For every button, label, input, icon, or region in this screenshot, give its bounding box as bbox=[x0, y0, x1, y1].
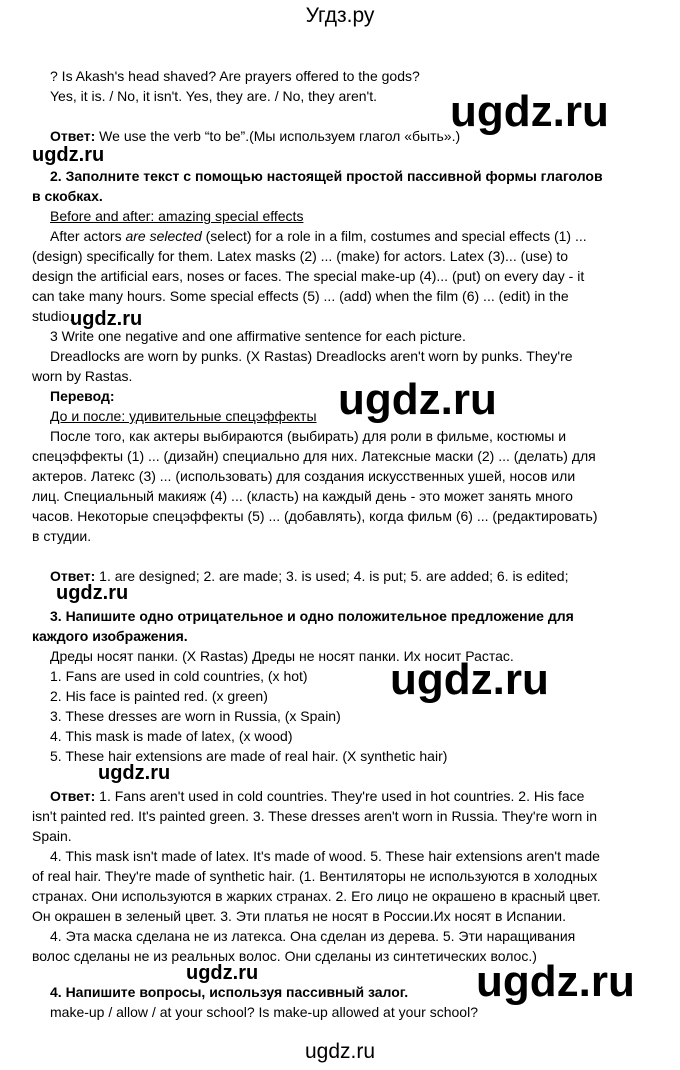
translation-line: часов. Некоторые спецэффекты (5) ... (добавлять), когда фильм (6) ... (редактировать) bbox=[32, 508, 598, 524]
italic-example: are selected bbox=[125, 228, 202, 244]
task2-paragraph-start: After actors are selected (select) for a role in a film, costumes and special effects (1) ... bbox=[50, 228, 587, 244]
answer-label: Ответ: bbox=[50, 568, 96, 584]
task3-answer-line: 4. This mask isn't made of latex. It's made of wood. 5. These hair extensions aren't made bbox=[50, 848, 600, 864]
task3-item: 2. His face is painted red. (x green) bbox=[50, 688, 268, 704]
task3-title-line1: 3. Напишите одно отрицательное и одно положительное предложение для bbox=[50, 608, 574, 624]
ex3-line1: 3 Write one negative and one affirmative sentence for each picture. bbox=[50, 328, 466, 344]
task2-line: (design) specifically for them. Latex masks (2) ... (make) for actors. Latex (3)... (use) to bbox=[32, 248, 569, 264]
site-footer: ugdz.ru bbox=[304, 1040, 376, 1063]
task4-title: 4. Напишите вопросы, используя пассивный залог. bbox=[50, 984, 409, 1000]
intro-answer bbox=[50, 126, 460, 146]
translation-line: лиц. Специальный макияж (4) ... (класть) на каждый день - это может занять много bbox=[32, 488, 573, 504]
translation-label: Перевод: bbox=[50, 388, 115, 404]
watermark-small: ugdz.ru bbox=[56, 582, 129, 604]
task3-answer-line: волос сделаны не из реальных волос. Они сделаны из синтетических волос.) bbox=[32, 948, 537, 964]
task3-answer-line: of real hair. They're made of synthetic hair. (1. Вентиляторы не используются в холодных bbox=[32, 868, 598, 884]
task2-heading: Before and after: amazing special effects bbox=[50, 208, 304, 224]
task2-line: design the artificial ears, noses or faces. The special make-up (4)... (put) on every day - it bbox=[32, 268, 585, 284]
task4-line: make-up / allow / at your school? Is make-up allowed at your school? bbox=[50, 1004, 478, 1020]
translation-line: спецэффекты (1) ... (дизайн) специально для них. Латексные маски (2) ... (делать) для bbox=[32, 448, 596, 464]
task3-answer-line: isn't painted red. It's painted green. 3. These dresses aren't worn in Russia. They're worn in bbox=[32, 808, 598, 824]
answer-text: We use the verb “to be”.(Мы используем глагол «быть».) bbox=[95, 128, 461, 144]
translation-heading: До и после: удивительные спецэффекты bbox=[50, 408, 317, 424]
task3-answer-line: странах. Они используются в жарких странах. 2. Его лицо не окрашено в красный цвет. bbox=[32, 888, 601, 904]
watermark-small: ugdz.ru bbox=[70, 308, 143, 330]
task3-item: Дреды носят панки. (X Rastas) Дреды не носят панки. Их носит Растас. bbox=[50, 648, 514, 664]
ex3-line2: Dreadlocks are worn by punks. (X Rastas) Dreadlocks aren't worn by punks. They're bbox=[50, 348, 573, 364]
intro-question: ? Is Akash's head shaved? Are prayers offered to the gods? bbox=[50, 68, 420, 84]
watermark-small: ugdz.ru bbox=[186, 962, 259, 984]
answer-label: Ответ: bbox=[50, 128, 96, 144]
task3-answer-line: Spain. bbox=[32, 828, 72, 844]
watermark: ugdz.ru bbox=[390, 655, 549, 704]
watermark: ugdz.ru bbox=[338, 375, 497, 424]
ex3-line3: worn by Rastas. bbox=[32, 368, 133, 384]
intro-answer-options: Yes, it is. / No, it isn't. Yes, they are. / No, they aren't. bbox=[50, 88, 377, 104]
task3-answer-line: 4. Эта маска сделана не из латекса. Она сделан из дерева. 5. Эти наращивания bbox=[50, 928, 576, 944]
watermark: ugdz.ru bbox=[476, 957, 635, 1006]
answer-label: Ответ: bbox=[50, 788, 96, 804]
site-header: Угдз.ру bbox=[305, 4, 375, 27]
watermark-small: ugdz.ru bbox=[98, 762, 171, 784]
task2-title-line1: 2. Заполните текст с помощью настоящей простой пассивной формы глаголов bbox=[50, 168, 603, 184]
translation-line: После того, как актеры выбираются (выбирать) для роли в фильме, костюмы и bbox=[50, 428, 567, 444]
task3-item: 4. This mask is made of latex, (x wood) bbox=[50, 728, 293, 744]
task2-line: can take many hours. Some special effects (5) ... (add) when the film (6) ... (edit) in the bbox=[32, 288, 569, 304]
answer-text: 1. are designed; 2. are made; 3. is used; 4. is put; 5. are added; 6. is edited; bbox=[95, 568, 569, 584]
watermark-small: ugdz.ru bbox=[32, 144, 105, 166]
watermark: ugdz.ru bbox=[450, 87, 609, 136]
task2-title-line2: в скобках. bbox=[32, 188, 103, 204]
task3-answer-line: Он окрашен в зеленый цвет. 3. Эти платья не носят в России.Их носят в Испании. bbox=[32, 908, 566, 924]
task3-title-line2: каждого изображения. bbox=[32, 628, 188, 644]
task2-line: studio. bbox=[32, 308, 74, 324]
translation-line: в студии. bbox=[32, 528, 92, 544]
answer-text: 1. Fans aren't used in cold countries. They're used in hot countries. 2. His face bbox=[95, 788, 585, 804]
task3-item: 1. Fans are used in cold countries, (x hot) bbox=[50, 668, 308, 684]
translation-line: актеров. Латекс (3) ... (использовать) для создания искусственных ушей, носов или bbox=[32, 468, 576, 484]
task3-item: 3. These dresses are worn in Russia, (x Spain) bbox=[50, 708, 341, 724]
task3-answer bbox=[50, 786, 584, 806]
task3-item: 5. These hair extensions are made of real hair. (X synthetic hair) bbox=[50, 748, 448, 764]
